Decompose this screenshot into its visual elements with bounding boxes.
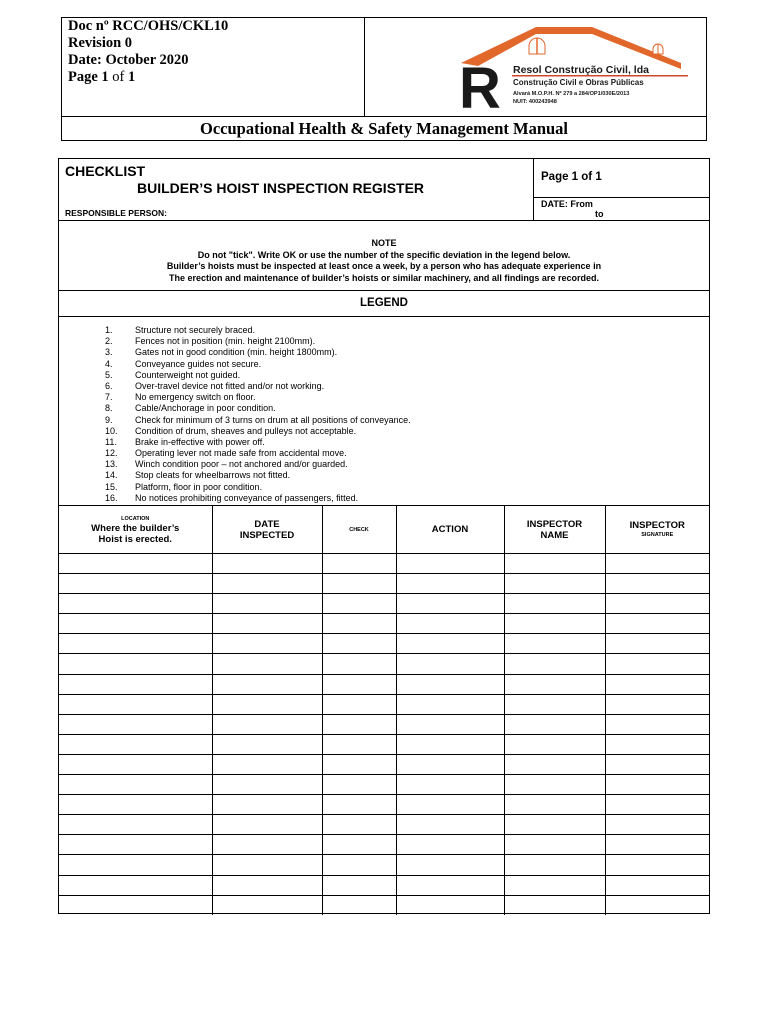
register-body bbox=[59, 554, 709, 916]
legend-number: 13. bbox=[105, 459, 118, 470]
table-cell[interactable] bbox=[322, 594, 396, 614]
company-name: Resol Construção Civil, lda bbox=[513, 64, 649, 76]
legend-number: 2. bbox=[105, 336, 113, 347]
table-cell[interactable] bbox=[322, 754, 396, 774]
legend-text: Platform, floor in poor condition. bbox=[135, 481, 263, 492]
legend-text: Brake in-effective with power off. bbox=[135, 436, 265, 447]
table-cell[interactable] bbox=[605, 815, 709, 835]
table-cell[interactable] bbox=[212, 734, 322, 754]
inspector-name-label-line: INSPECTOR bbox=[526, 518, 583, 530]
inspector-name-label-line: NAME bbox=[540, 529, 569, 541]
table-cell[interactable] bbox=[59, 654, 212, 674]
table-cell[interactable] bbox=[59, 835, 212, 855]
legend-item bbox=[59, 370, 709, 381]
note-line: Builder’s hoists must be inspected at least once a week, by a person who has adequate experience in bbox=[166, 261, 602, 271]
legend-number: 10. bbox=[105, 425, 118, 436]
table-cell[interactable] bbox=[212, 815, 322, 835]
table-cell[interactable] bbox=[396, 614, 504, 634]
table-row bbox=[59, 875, 709, 895]
table-cell[interactable] bbox=[504, 835, 605, 855]
table-cell[interactable] bbox=[322, 775, 396, 795]
page-total: 1 bbox=[128, 69, 136, 85]
table-cell[interactable] bbox=[605, 835, 709, 855]
table-cell[interactable] bbox=[504, 654, 605, 674]
page-date-block bbox=[533, 159, 709, 221]
table-cell[interactable] bbox=[59, 614, 212, 634]
table-cell[interactable] bbox=[212, 654, 322, 674]
legend-item bbox=[59, 381, 709, 392]
table-row bbox=[59, 775, 709, 795]
legend-text: Check for minimum of 3 turns on drum at all positions of conveyance. bbox=[135, 414, 411, 425]
legend-item bbox=[59, 493, 709, 504]
legend-text: Fences not in position (min. height 2100mm). bbox=[135, 336, 316, 347]
legend-number: 8. bbox=[105, 403, 113, 414]
table-cell[interactable] bbox=[322, 654, 396, 674]
table-cell[interactable] bbox=[322, 574, 396, 594]
date-to-field[interactable]: to bbox=[595, 209, 604, 219]
table-cell[interactable] bbox=[59, 594, 212, 614]
table-cell[interactable] bbox=[396, 714, 504, 734]
legend-number: 9. bbox=[105, 414, 113, 425]
table-cell[interactable] bbox=[396, 835, 504, 855]
table-row bbox=[59, 815, 709, 835]
inspection-register-table bbox=[59, 505, 709, 915]
table-cell[interactable] bbox=[396, 815, 504, 835]
checklist-label: CHECKLIST bbox=[65, 163, 146, 179]
table-cell[interactable] bbox=[212, 574, 322, 594]
table-cell[interactable] bbox=[59, 554, 212, 574]
action-label: ACTION bbox=[431, 524, 469, 535]
table-cell[interactable] bbox=[59, 795, 212, 815]
document-header bbox=[61, 17, 707, 141]
legend-text: Operating lever not made safe from accidental move. bbox=[135, 448, 347, 459]
table-cell[interactable] bbox=[504, 775, 605, 795]
logo-letter: R bbox=[459, 56, 501, 116]
table-row bbox=[59, 734, 709, 754]
table-cell[interactable] bbox=[605, 734, 709, 754]
manual-title: Occupational Health & Safety Management Manual bbox=[62, 116, 706, 140]
table-row bbox=[59, 574, 709, 594]
signature-small-label: SIGNATURE bbox=[641, 532, 674, 538]
legend-list bbox=[59, 325, 709, 505]
table-cell[interactable] bbox=[504, 754, 605, 774]
table-cell[interactable] bbox=[59, 815, 212, 835]
column-date-inspected bbox=[212, 506, 322, 554]
table-cell[interactable] bbox=[212, 594, 322, 614]
table-row bbox=[59, 694, 709, 714]
table-row bbox=[59, 674, 709, 694]
table-cell[interactable] bbox=[396, 775, 504, 795]
table-cell[interactable] bbox=[504, 594, 605, 614]
table-cell[interactable] bbox=[212, 835, 322, 855]
legend-text: Structure not securely braced. bbox=[135, 325, 256, 335]
company-tagline: Construção Civil e Obras Públicas bbox=[513, 78, 644, 87]
column-inspector-signature bbox=[605, 506, 709, 554]
legend-item bbox=[59, 359, 709, 370]
table-cell[interactable] bbox=[59, 895, 212, 915]
table-cell[interactable] bbox=[396, 795, 504, 815]
document-info bbox=[62, 18, 365, 116]
table-header-row bbox=[59, 506, 709, 554]
note-line: Do not "tick". Write OK or use the number of the specific deviation in the legend below. bbox=[197, 249, 571, 260]
table-cell[interactable] bbox=[212, 775, 322, 795]
column-location bbox=[59, 506, 212, 554]
table-cell[interactable] bbox=[212, 875, 322, 895]
table-row bbox=[59, 554, 709, 574]
page-word: Page bbox=[68, 69, 98, 85]
company-nuit: NUIT: 400243948 bbox=[513, 99, 557, 105]
table-cell[interactable] bbox=[605, 895, 709, 915]
legend-item bbox=[59, 336, 709, 347]
table-row bbox=[59, 895, 709, 915]
table-cell[interactable] bbox=[322, 815, 396, 835]
legend-number: 11. bbox=[105, 436, 117, 447]
legend-item bbox=[59, 426, 709, 437]
legend-text: No emergency switch on floor. bbox=[135, 392, 256, 403]
date-label-line: DATE bbox=[254, 518, 280, 530]
location-small-label: LOCATION bbox=[121, 515, 150, 522]
legend-text: Counterweight not guided. bbox=[135, 369, 241, 380]
table-cell[interactable] bbox=[504, 634, 605, 654]
doc-number-line bbox=[68, 18, 364, 35]
legend-text: Stop cleats for wheelbarrows not fitted. bbox=[135, 470, 291, 481]
window-icon bbox=[529, 38, 545, 54]
legend-item bbox=[59, 325, 709, 336]
table-row bbox=[59, 835, 709, 855]
table-cell[interactable] bbox=[605, 754, 709, 774]
table-cell[interactable] bbox=[59, 634, 212, 654]
legend-text: Cable/Anchorage in poor condition. bbox=[135, 403, 276, 414]
table-row bbox=[59, 714, 709, 734]
table-cell[interactable] bbox=[212, 714, 322, 734]
date-from-field[interactable]: DATE: From bbox=[541, 199, 593, 209]
table-cell[interactable] bbox=[605, 594, 709, 614]
table-row bbox=[59, 795, 709, 815]
note-line: The erection and maintenance of builder’s hoists or similar machinery, and all findings are recorded. bbox=[169, 272, 599, 283]
table-cell[interactable] bbox=[59, 694, 212, 714]
legend-text: Gates not in good condition (min. height 1800mm). bbox=[135, 347, 338, 358]
legend-item bbox=[59, 437, 709, 448]
table-cell[interactable] bbox=[212, 895, 322, 915]
legend-item bbox=[59, 347, 709, 358]
column-action bbox=[396, 506, 504, 554]
legend-number: 7. bbox=[105, 392, 113, 403]
table-cell[interactable] bbox=[322, 835, 396, 855]
check-label: CHECK bbox=[349, 526, 369, 533]
table-cell[interactable] bbox=[396, 574, 504, 594]
legend-item bbox=[59, 470, 709, 481]
table-cell[interactable] bbox=[59, 574, 212, 594]
legend-number: 6. bbox=[105, 380, 113, 391]
table-cell[interactable] bbox=[59, 674, 212, 694]
legend-number: 4. bbox=[105, 358, 113, 369]
table-row bbox=[59, 754, 709, 774]
table-cell[interactable] bbox=[504, 614, 605, 634]
table-cell[interactable] bbox=[396, 875, 504, 895]
table-cell[interactable] bbox=[396, 674, 504, 694]
table-cell[interactable] bbox=[396, 895, 504, 915]
table-cell[interactable] bbox=[605, 614, 709, 634]
legend-item bbox=[59, 459, 709, 470]
inspector-signature-label-line: INSPECTOR bbox=[629, 520, 685, 531]
legend-item bbox=[59, 482, 709, 493]
table-cell[interactable] bbox=[396, 754, 504, 774]
table-cell[interactable] bbox=[212, 614, 322, 634]
legend-item bbox=[59, 415, 709, 426]
legend-number: 15. bbox=[105, 481, 118, 492]
table-cell[interactable] bbox=[59, 714, 212, 734]
table-cell[interactable] bbox=[322, 694, 396, 714]
legend-text: No notices prohibiting conveyance of passengers, fitted. bbox=[135, 492, 359, 503]
form-title-block bbox=[59, 159, 709, 221]
legend-text: Condition of drum, sheaves and pulleys not acceptable. bbox=[135, 425, 357, 436]
column-check bbox=[322, 506, 396, 554]
table-cell[interactable] bbox=[396, 855, 504, 875]
legend-item bbox=[59, 448, 709, 459]
table-cell[interactable] bbox=[396, 634, 504, 654]
form-page-box bbox=[534, 159, 709, 198]
note-title: NOTE bbox=[371, 238, 397, 248]
table-cell[interactable] bbox=[322, 614, 396, 634]
table-row bbox=[59, 855, 709, 875]
legend-number: 3. bbox=[105, 347, 113, 358]
table-cell[interactable] bbox=[396, 734, 504, 754]
table-cell[interactable] bbox=[396, 554, 504, 574]
table-cell[interactable] bbox=[212, 674, 322, 694]
table-row bbox=[59, 614, 709, 634]
form-title: BUILDER’S HOIST INSPECTION REGISTER bbox=[137, 180, 425, 196]
table-cell[interactable] bbox=[605, 875, 709, 895]
table-cell[interactable] bbox=[322, 855, 396, 875]
company-logo bbox=[365, 18, 706, 116]
table-cell[interactable] bbox=[605, 795, 709, 815]
legend-title: LEGEND bbox=[59, 291, 709, 317]
responsible-person-field[interactable]: RESPONSIBLE PERSON: bbox=[65, 208, 168, 218]
page-info bbox=[68, 69, 364, 86]
table-cell[interactable] bbox=[59, 754, 212, 774]
legend-text: Winch condition poor – not anchored and/or guarded. bbox=[135, 459, 348, 470]
table-cell[interactable] bbox=[322, 674, 396, 694]
table-cell[interactable] bbox=[504, 554, 605, 574]
table-row bbox=[59, 634, 709, 654]
table-cell[interactable] bbox=[504, 714, 605, 734]
note-block bbox=[59, 221, 709, 291]
inspection-form bbox=[58, 158, 710, 914]
revision: Revision 0 bbox=[68, 35, 133, 51]
page-current: 1 bbox=[101, 69, 109, 85]
page-of: of bbox=[112, 69, 125, 85]
table-cell[interactable] bbox=[605, 775, 709, 795]
table-cell[interactable] bbox=[605, 674, 709, 694]
doc-date: Date: October 2020 bbox=[68, 52, 189, 68]
table-cell[interactable] bbox=[504, 855, 605, 875]
company-logo-graphic bbox=[365, 18, 707, 116]
table-cell[interactable] bbox=[212, 795, 322, 815]
table-cell[interactable] bbox=[504, 674, 605, 694]
legend-number: 1. bbox=[105, 325, 113, 335]
table-cell[interactable] bbox=[605, 574, 709, 594]
table-cell[interactable] bbox=[212, 694, 322, 714]
location-label-line: Hoist is erected. bbox=[98, 533, 172, 545]
table-cell[interactable] bbox=[322, 734, 396, 754]
table-cell[interactable] bbox=[504, 815, 605, 835]
table-cell[interactable] bbox=[605, 554, 709, 574]
table-cell[interactable] bbox=[504, 574, 605, 594]
table-cell[interactable] bbox=[322, 554, 396, 574]
table-cell[interactable] bbox=[605, 714, 709, 734]
table-cell[interactable] bbox=[322, 875, 396, 895]
doc-label: Doc nº bbox=[68, 18, 109, 34]
form-page: Page 1 of 1 bbox=[541, 171, 602, 183]
legend-number: 14. bbox=[105, 470, 118, 481]
table-cell[interactable] bbox=[605, 694, 709, 714]
column-inspector-name bbox=[504, 506, 605, 554]
date-label-line: INSPECTED bbox=[239, 529, 295, 541]
table-cell[interactable] bbox=[504, 734, 605, 754]
table-cell[interactable] bbox=[396, 594, 504, 614]
table-cell[interactable] bbox=[212, 554, 322, 574]
table-row bbox=[59, 594, 709, 614]
doc-number: RCC/OHS/CKL10 bbox=[112, 18, 229, 34]
roof-top-icon bbox=[536, 27, 592, 34]
table-cell[interactable] bbox=[504, 694, 605, 714]
legend-number: 5. bbox=[105, 369, 113, 380]
small-window-icon bbox=[653, 44, 663, 54]
legend-item bbox=[59, 403, 709, 414]
table-cell[interactable] bbox=[59, 734, 212, 754]
legend-number: 16. bbox=[105, 492, 118, 503]
table-cell[interactable] bbox=[59, 775, 212, 795]
legend-text: Conveyance guides not secure. bbox=[135, 358, 262, 369]
table-cell[interactable] bbox=[605, 654, 709, 674]
table-cell[interactable] bbox=[504, 875, 605, 895]
table-cell[interactable] bbox=[322, 634, 396, 654]
table-cell[interactable] bbox=[212, 855, 322, 875]
table-cell[interactable] bbox=[322, 895, 396, 915]
legend-number: 12. bbox=[105, 448, 118, 459]
table-cell[interactable] bbox=[322, 795, 396, 815]
company-license: Alvará M.O.P.H. Nº 279 a 284/OP1/030E/2013 bbox=[513, 91, 630, 97]
table-cell[interactable] bbox=[396, 694, 504, 714]
location-label-line: Where the builder’s bbox=[91, 522, 180, 534]
table-cell[interactable] bbox=[59, 875, 212, 895]
table-cell[interactable] bbox=[322, 714, 396, 734]
table-cell[interactable] bbox=[504, 795, 605, 815]
table-cell[interactable] bbox=[396, 654, 504, 674]
table-row bbox=[59, 654, 709, 674]
legend-text: Over-travel device not fitted and/or not working. bbox=[135, 380, 325, 391]
table-cell[interactable] bbox=[504, 895, 605, 915]
table-cell[interactable] bbox=[605, 855, 709, 875]
table-cell[interactable] bbox=[605, 634, 709, 654]
table-cell[interactable] bbox=[59, 855, 212, 875]
table-cell[interactable] bbox=[212, 634, 322, 654]
legend-item bbox=[59, 392, 709, 403]
table-cell[interactable] bbox=[212, 754, 322, 774]
